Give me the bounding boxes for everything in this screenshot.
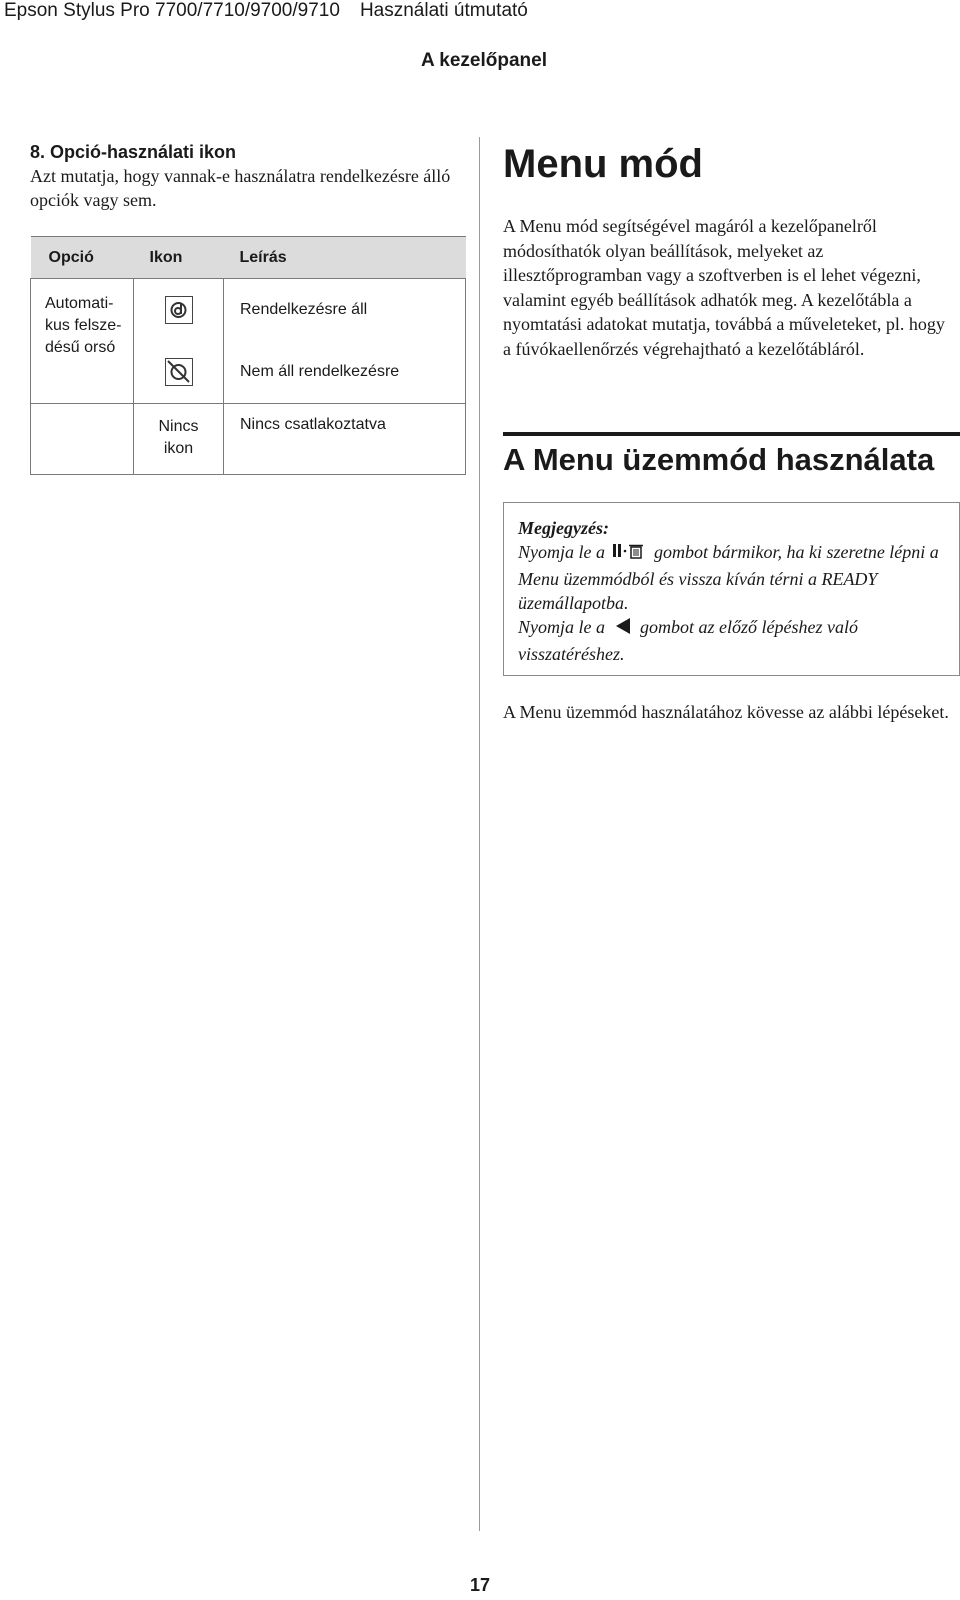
note-line-2 xyxy=(518,615,959,666)
option-name-text: Automati-kus felsze-désű orsó xyxy=(45,295,122,356)
description-cell xyxy=(224,404,466,475)
roll-available-icon xyxy=(165,296,193,324)
note-text: Nyomja le a xyxy=(518,616,605,637)
col-header-icon: Ikon xyxy=(134,237,224,279)
guide-title: Használati útmutató xyxy=(359,0,528,21)
col-header-description: Leírás xyxy=(224,237,466,279)
table-row xyxy=(31,279,466,404)
page-number: 17 xyxy=(469,1575,491,1595)
description-cell xyxy=(240,279,465,341)
note-text: gombot bármikor, ha ki szeretne lépni a Menu üzemmódból és vissza kíván térni a READY üzemállapotba. xyxy=(518,542,939,613)
note-line-1 xyxy=(518,540,959,615)
col-header-option: Opció xyxy=(31,237,134,279)
running-header xyxy=(4,0,528,22)
steps-intro: A Menu üzemmód használatához kövesse az alábbi lépéseket. xyxy=(503,702,949,722)
section-heading: A Menu üzemmód használata xyxy=(503,442,935,477)
right-column xyxy=(503,140,955,361)
item-title: 8. Opció-használati ikon xyxy=(30,142,237,162)
chapter-title: A kezelőpanel xyxy=(420,50,547,71)
no-icon-label: Nincs ikon xyxy=(158,418,199,457)
option-name xyxy=(31,279,134,404)
left-arrow-icon xyxy=(610,616,636,642)
description-text: Nincs csatlakoztatva xyxy=(240,416,386,433)
option-table xyxy=(30,236,466,475)
option-name-empty xyxy=(31,404,134,475)
intro-paragraph: A Menu mód segítségével magáról a kezelőpanelről módosíthatók olyan beállítások, melyeket az illesztőprogramban vagy a szoftverben is el lehet végezni, valamint egyéb beállítások adhatók meg. A kezelőtábla a nyomtatási adatokat mutatja, továbbá a műveleteket, pl. hogy a fúvókaellenőrzés végrehajtható a kezelőtábláról. xyxy=(503,216,945,359)
page-title: Menu mód xyxy=(503,142,703,186)
description-cell xyxy=(240,341,465,403)
table-header-row xyxy=(31,237,466,279)
icon-cell xyxy=(134,341,223,403)
description-text: Nem áll rendelkezésre xyxy=(240,363,400,380)
description-cell-group xyxy=(224,279,466,404)
note-title: Megjegyzés: xyxy=(518,518,609,538)
table-row xyxy=(31,404,466,475)
note-text: Nyomja le a xyxy=(518,542,605,562)
pause-cancel-icon xyxy=(610,541,650,567)
icon-cell xyxy=(134,279,223,341)
icon-cell-group xyxy=(134,279,224,404)
column-divider xyxy=(479,137,480,1531)
icon-cell xyxy=(134,404,224,475)
note-box xyxy=(503,502,960,676)
roll-unavailable-icon xyxy=(165,358,193,386)
item-description: Azt mutatja, hogy vannak-e használatra rendelkezésre álló opciók vagy sem. xyxy=(30,166,451,210)
no-icon-text xyxy=(134,404,223,474)
section-heading-rule xyxy=(503,432,960,480)
left-column xyxy=(30,140,468,212)
note-text: gombot az előző lépéshez való visszatéréshez. xyxy=(518,616,858,664)
description-text: Rendelkezésre áll xyxy=(240,301,368,318)
product-name: Epson Stylus Pro 7700/7710/9700/9710 xyxy=(4,0,340,21)
